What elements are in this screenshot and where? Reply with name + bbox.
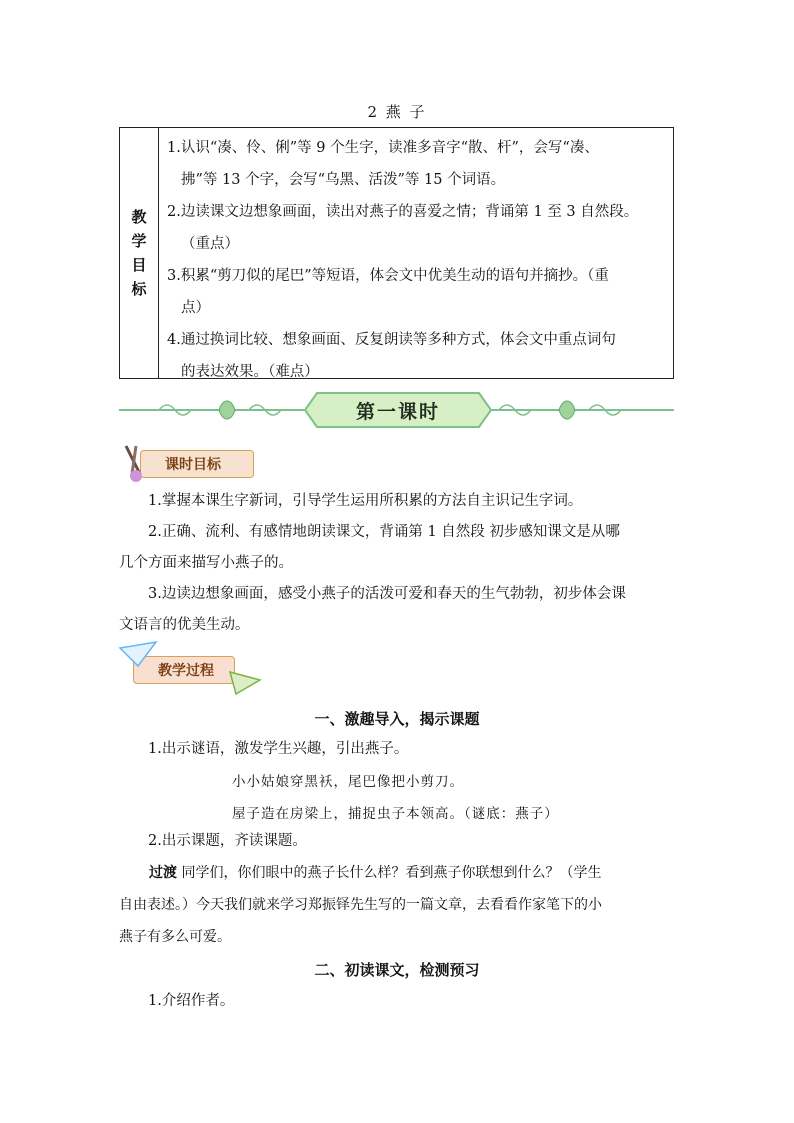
objectives-table	[119, 127, 674, 379]
transition-line: 自由表述。）今天我们就来学习郑振铎先生写的一篇文章，去看看作家笔下的小	[119, 897, 602, 913]
lesson-goal-1: 1.掌握本课生字新词，引导学生运用所积累的方法自主识记生字词。	[148, 493, 583, 509]
lesson-goal-3-cont: 文语言的优美生动。	[119, 617, 250, 633]
riddle-line: 小小姑娘穿黑袄，尾巴像把小剪刀。	[232, 774, 464, 790]
lesson-banner	[305, 391, 491, 429]
objective-item: 3.积累“剪刀似的尾巴”等短语，体会文中优美生动的语句并摘抄。（重 点）	[167, 268, 609, 316]
brush-icon	[118, 444, 154, 484]
lesson-goal-3: 3.边读边想象画面，感受小燕子的活泼可爱和春天的生气勃勃，初步体会课	[148, 586, 626, 602]
objectives-header	[120, 128, 159, 378]
lesson-goal-2: 2.正确、流利、有感情地朗读课文，背诵第 1 自然段 初步感知课文是从哪	[148, 524, 620, 540]
lesson-banner-text: 第一课时	[355, 400, 440, 423]
riddle-line: 屋子造在房梁上，捕捉虫子本领高。（谜底：燕子）	[232, 806, 559, 822]
step-text: 1.介绍作者。	[148, 993, 235, 1009]
objective-item: 1.认识“凑、伶、俐”等 9 个生字，读准多音字“散、杆”，会写“凑、 拂”等 13 个字，会写“乌黑、活泼”等 15 个词语。	[167, 140, 599, 188]
objectives-header-text: 教 学 目 标	[131, 208, 147, 298]
objective-item: 2.边读课文边想象画面，读出对燕子的喜爱之情；背诵第 1 至 3 自然段。 （重点）	[167, 204, 639, 252]
objective-item: 4.通过换词比较、想象画面、反复朗读等多种方式，体会文中重点词句 的表达效果。（难点）	[167, 332, 616, 380]
transition-label: 过渡	[149, 865, 177, 881]
section-heading: 二、初读课文，检测预习	[314, 961, 480, 979]
paper-plane-icon	[118, 640, 158, 670]
section-heading: 一、激趣导入，揭示课题	[314, 710, 480, 728]
step-text: 2.出示课题，齐读课题。	[148, 833, 307, 849]
page-title: 2 燕 子	[367, 103, 427, 121]
objectives-body	[159, 128, 673, 378]
lesson-goals-tag: 课时目标	[140, 450, 254, 478]
lesson-goal-2-cont: 几个方面来描写小燕子的。	[119, 555, 293, 571]
paper-plane-icon	[228, 668, 262, 696]
process-tag: 教学过程	[133, 656, 235, 684]
transition-paragraph: 过渡 同学们，你们眼中的燕子长什么样？看到燕子你联想到什么？（学生	[149, 865, 602, 881]
transition-line: 燕子有多么可爱。	[119, 929, 231, 945]
step-text: 1.出示谜语，激发学生兴趣，引出燕子。	[148, 741, 409, 757]
